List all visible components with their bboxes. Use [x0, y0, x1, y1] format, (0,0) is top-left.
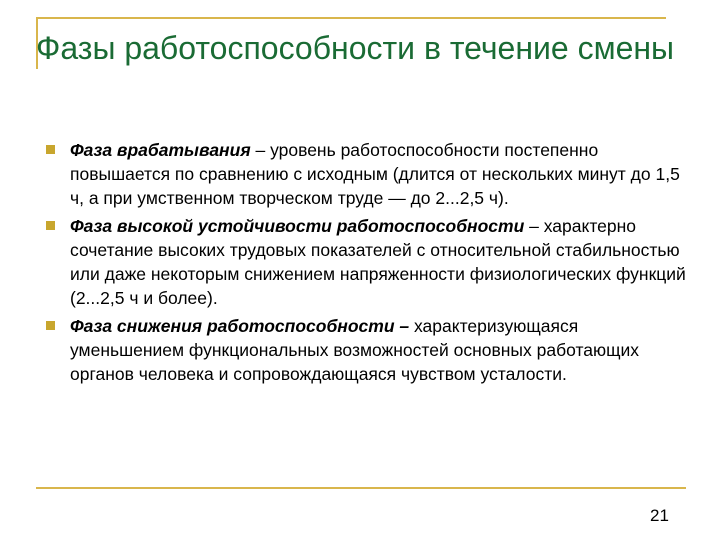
slide-title: Фазы работоспособности в течение смены [36, 30, 675, 66]
bottom-divider [36, 487, 686, 489]
bullet-description: характеризующаяся уменьшением функциональных возможностей основных работающих органов человека и сопровождающаяся чувством усталости. [70, 316, 640, 384]
bullet-description: – характерно сочетание высоких трудовых показателей с относительной стабильностью или даже некоторым снижением напряженности физиологических функций (2...2,5 ч и более). [70, 216, 686, 308]
bullet-term: Фаза снижения работоспособности – [70, 316, 410, 336]
bullet-description: – уровень работоспособности постепенно повышается по сравнению с исходным (длится от нескольких минут до 1,5 ч, а при умственном творческом труде — до 2...2,5 ч). [70, 140, 680, 208]
square-bullet-icon [46, 321, 55, 330]
bullet-item [46, 314, 686, 386]
bullet-list [46, 138, 686, 390]
bullet-item [46, 214, 686, 310]
bullet-text [70, 214, 686, 310]
square-bullet-icon [46, 145, 55, 154]
bullet-text [70, 138, 686, 210]
bullet-item [46, 138, 686, 210]
top-divider [36, 17, 666, 19]
page-number: 21 [650, 506, 669, 525]
bullet-text [70, 314, 686, 386]
bullet-term: Фаза врабатывания [70, 140, 251, 160]
square-bullet-icon [46, 221, 55, 230]
bullet-term: Фаза высокой устойчивости работоспособности [70, 216, 525, 236]
